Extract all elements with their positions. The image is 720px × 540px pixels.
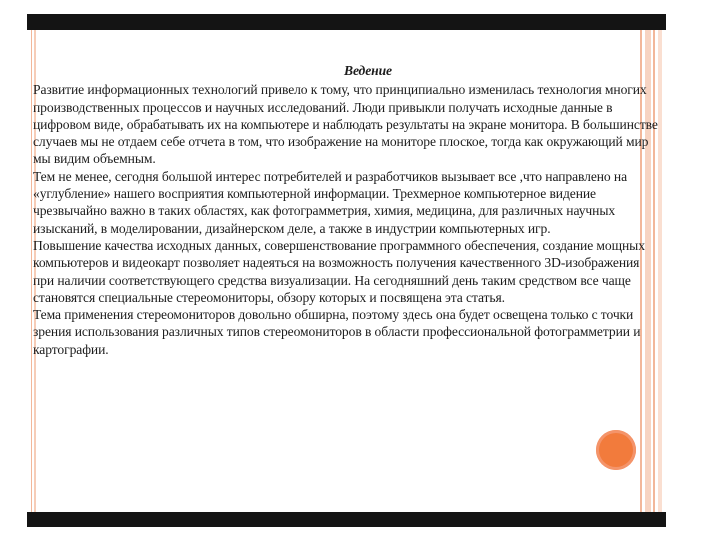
- paragraph-4: Тема применения стереомониторов довольно обширна, поэтому здесь она будет освещена только с точки зрения использования различных типов стереомониторов в области профессиональной фотограмметрии и картографии.: [33, 307, 641, 357]
- left-decor-line: [31, 30, 32, 512]
- paragraph-3: Повышение качества исходных данных, совершенствование программного обеспечения, создание мощных компьютеров и видеокарт позволяет надеяться на возможность получения качественного 3D-изображения при наличии соответствующего средства визуализации. На сегодняшний день таким средством все чаще становятся специальные стереомониторы, обзору которых и посвящена эта статья.: [33, 237, 645, 305]
- paragraph-1: Развитие информационных технологий привело к тому, что принципиально изменилась технология многих производственных процессов и научных исследований. Люди привыкли получать исходные данные в цифровом виде, обрабатывать их на компьютере и наблюдать результаты на экране монитора. В большинстве случаев мы не отдаем себе отчета в том, что изображение на мониторе плоское, тогда как окружающий мир мы видим объемным.: [33, 82, 658, 167]
- paragraph-2: Тем не менее, сегодня большой интерес потребителей и разработчиков вызывает все ,что направлено на «углубление» нашего восприятия компьютерной информации. Трехмерное компьютерное видение чрезвычайно важно в таких областях, как фотограмметрия, химия, медицина, для различных научных изысканий, в моделировании, дизайнерском деле, а также в индустрии компьютерных игр.: [33, 168, 628, 236]
- slide-title: Ведение: [344, 63, 392, 78]
- bottom-black-bar: [27, 512, 666, 527]
- slide-content: [33, 62, 663, 358]
- orange-circle-decor: [596, 430, 636, 470]
- top-black-bar: [27, 14, 666, 30]
